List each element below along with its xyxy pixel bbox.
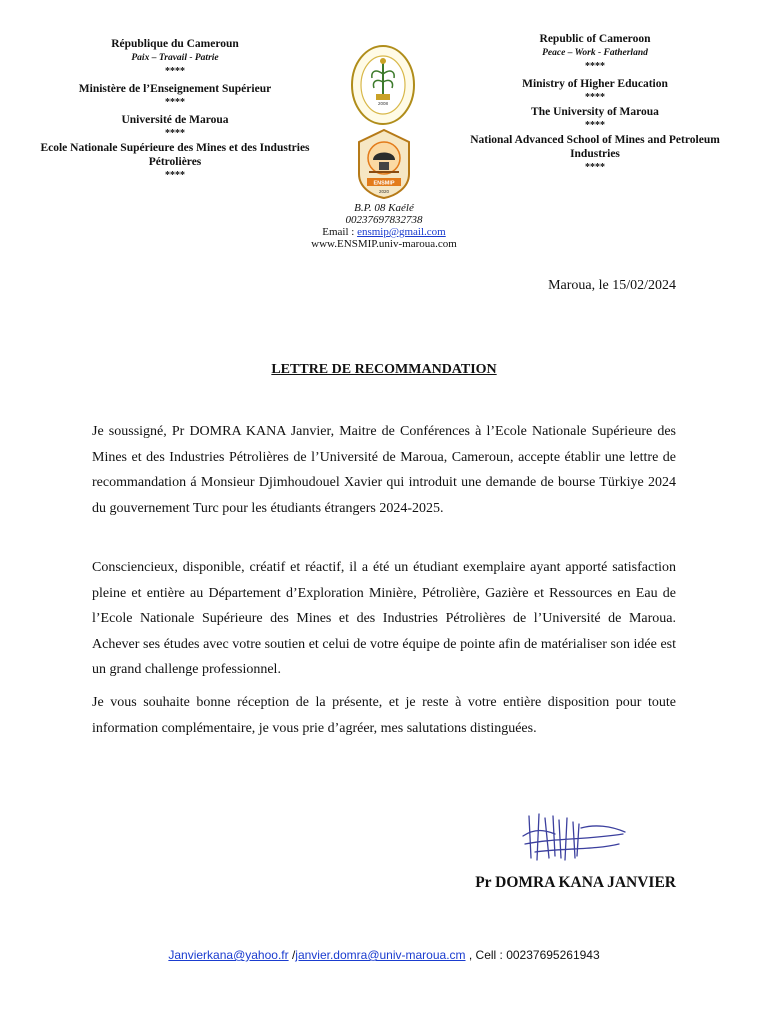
letter-date: Maroua, le 15/02/2024: [548, 278, 676, 293]
email-line: Email : ensmip@gmail.com: [322, 226, 446, 238]
email-link[interactable]: ensmip@gmail.com: [357, 226, 446, 238]
letter-title: LETTRE DE RECOMMANDATION: [271, 362, 497, 377]
stars: ****: [585, 162, 605, 173]
university-logo: [350, 44, 416, 126]
stars: ****: [165, 66, 185, 77]
signatory-name: Pr DOMRA KANA JANVIER: [475, 874, 676, 891]
motto-en: Peace – Work - Fatherland: [542, 48, 648, 58]
website: www.ENSMIP.univ-maroua.com: [311, 238, 457, 250]
country-en: Republic of Cameroon: [539, 33, 651, 45]
stars: ****: [585, 120, 605, 131]
footer-email-univ[interactable]: janvier.domra@univ-maroua.cm: [295, 948, 466, 962]
footer: Janvierkana@yahoo.fr /janvier.domra@univ-maroua.cm , Cell : 00237695261943: [168, 948, 600, 962]
ministry-en: Ministry of Higher Education: [522, 78, 668, 90]
school-logo: [355, 128, 413, 200]
ministry-fr: Ministère de l’Enseignement Supérieur: [78, 83, 272, 95]
signature: [515, 808, 630, 866]
school-en: National Advanced School of Mines and Petroleum Industries: [470, 134, 720, 160]
footer-cell: , Cell : 00237695261943: [465, 948, 600, 962]
paragraph: Je vous souhaite bonne réception de la présente, et je reste à votre entière disposition pour toute information complémentaire, je vous prie d’agréer, mes salutations distinguées.: [92, 695, 676, 736]
stars: ****: [585, 92, 605, 103]
signature-icon: [515, 808, 630, 866]
contact-block: [284, 202, 484, 250]
stars: ****: [585, 61, 605, 72]
stars: ****: [165, 97, 185, 108]
svg-text:2020: 2020: [378, 189, 390, 194]
paragraph: Consciencieux, disponible, créatif et réactif, il a été un étudiant exemplaire ayant apporté satisfaction pleine et entière au Département d’Exploration Minière, Pétrolière, Gazière et Ressources en Eau de l’Ecole Nationale Supérieure des Mines et des Industries Pétrolières de l’Université de Maroua. Achever ses études avec votre soutien et celui de votre équipe de pointe afin de matérialiser son idée est un grand challenge professionnel.: [92, 560, 676, 677]
header-right: [470, 32, 720, 175]
school-seal-icon: [355, 128, 413, 200]
motto-fr: Paix – Travail - Patrie: [131, 53, 219, 63]
stars: ****: [165, 128, 185, 139]
svg-text:2008: 2008: [377, 101, 389, 106]
footer-email-yahoo[interactable]: Janvierkana@yahoo.fr: [168, 948, 289, 962]
school-fr: Ecole Nationale Supérieure des Mines et des Industries Pétrolières: [40, 142, 310, 168]
university-seal-icon: [350, 44, 416, 126]
country-fr: République du Cameroun: [111, 38, 239, 50]
paragraph: Je soussigné, Pr DOMRA KANA Janvier, Maitre de Conférences à l’Ecole Nationale Supérieure des Mines et des Industries Pétrolières de l’Université de Maroua, Cameroun, accepte établir une lettre de recommandation á Monsieur Djimhoudouel Xavier qui introduit une demande de bourse Türkiye 2024 du gouvernement Turc pour les étudiants étrangers 2024-2025.: [92, 424, 676, 516]
university-fr: Université de Maroua: [121, 114, 229, 126]
phone: 00237697832738: [345, 214, 423, 226]
po-box: B.P. 08 Kaélé: [354, 202, 414, 214]
stars: ****: [165, 170, 185, 181]
university-en: The University of Maroua: [531, 106, 659, 118]
svg-text:ENSMIP: ENSMIP: [373, 180, 395, 187]
header-left: [40, 37, 310, 183]
